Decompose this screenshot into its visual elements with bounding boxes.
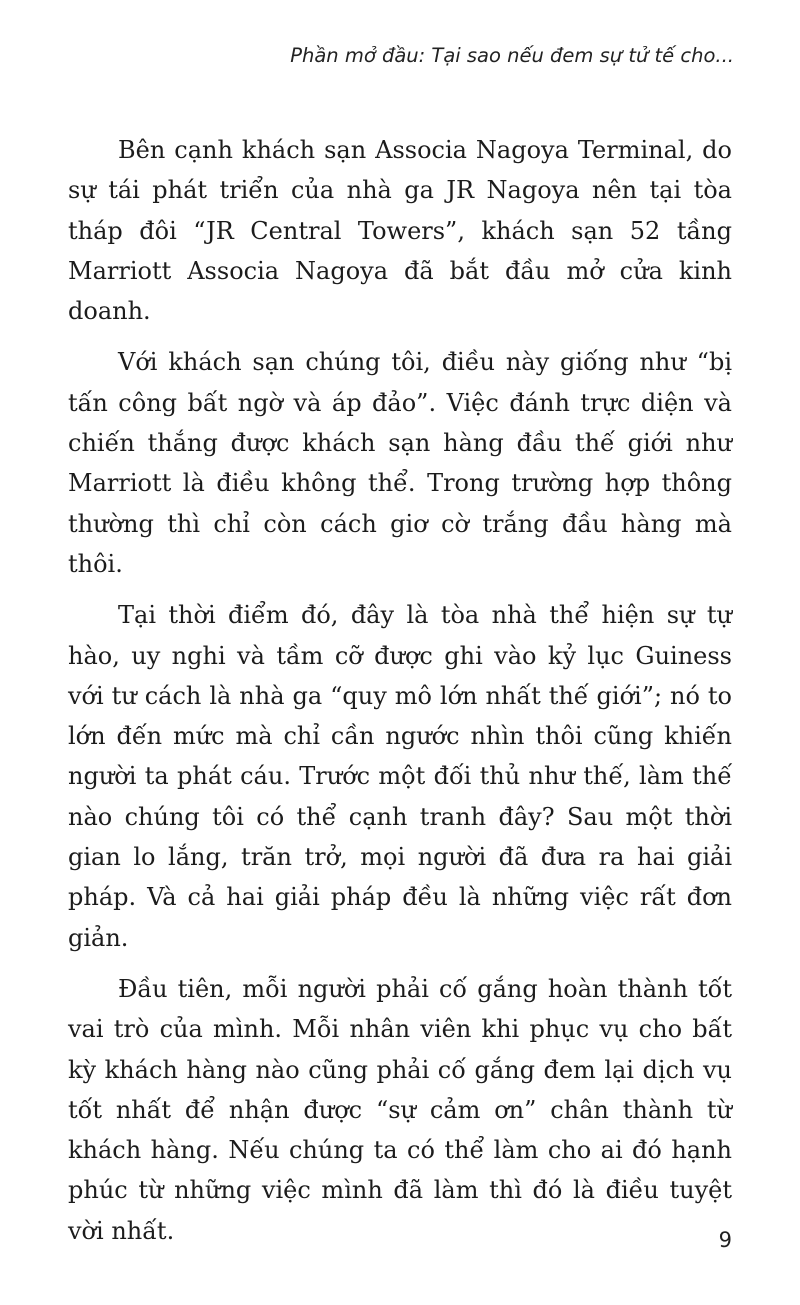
paragraph-1: Bên cạnh khách sạn Associa Nagoya Terminal, do sự tái phát triển của nhà ga JR Nagoya nên tại tòa tháp đôi “JR Central Towers”, khách sạn 52 tầng Marriott Associa Nagoya đã bắt đầu mở cửa kinh doanh.	[68, 136, 732, 326]
paragraph-2: Với khách sạn chúng tôi, điều này giống như “bị tấn công bất ngờ và áp đảo”. Việc đánh trực diện và chiến thắng được khách sạn hàng đầu thế giới như Marriott là điều không thể. Trong trường hợp thông thường thì chỉ còn cách giơ cờ trắng đầu hàng mà thôi.	[68, 348, 732, 578]
body-text	[68, 130, 732, 1262]
paragraph-3: Tại thời điểm đó, đây là tòa nhà thể hiện sự tự hào, uy nghi và tầm cỡ được ghi vào kỷ lục Guiness với tư cách là nhà ga “quy mô lớn nhất thế giới”; nó to lớn đến mức mà chỉ cần ngước nhìn thôi cũng khiến người ta phát cáu. Trước một đối thủ như thế, làm thế nào chúng tôi có thể cạnh tranh đây? Sau một thời gian lo lắng, trăn trở, mọi người đã đưa ra hai giải pháp. Và cả hai giải pháp đều là những việc rất đơn giản.	[68, 601, 732, 952]
running-header: Phần mở đầu: Tại sao nếu đem sự tử tế cho...	[290, 44, 734, 67]
page-number: 9	[718, 1228, 732, 1252]
paragraph-4: Đầu tiên, mỗi người phải cố gắng hoàn thành tốt vai trò của mình. Mỗi nhân viên khi phục vụ cho bất kỳ khách hàng nào cũng phải cố gắng đem lại dịch vụ tốt nhất để nhận được “sự cảm ơn” chân thành từ khách hàng. Nếu chúng ta có thể làm cho ai đó hạnh phúc từ những việc mình đã làm thì đó là điều tuyệt vời nhất.	[68, 974, 732, 1245]
